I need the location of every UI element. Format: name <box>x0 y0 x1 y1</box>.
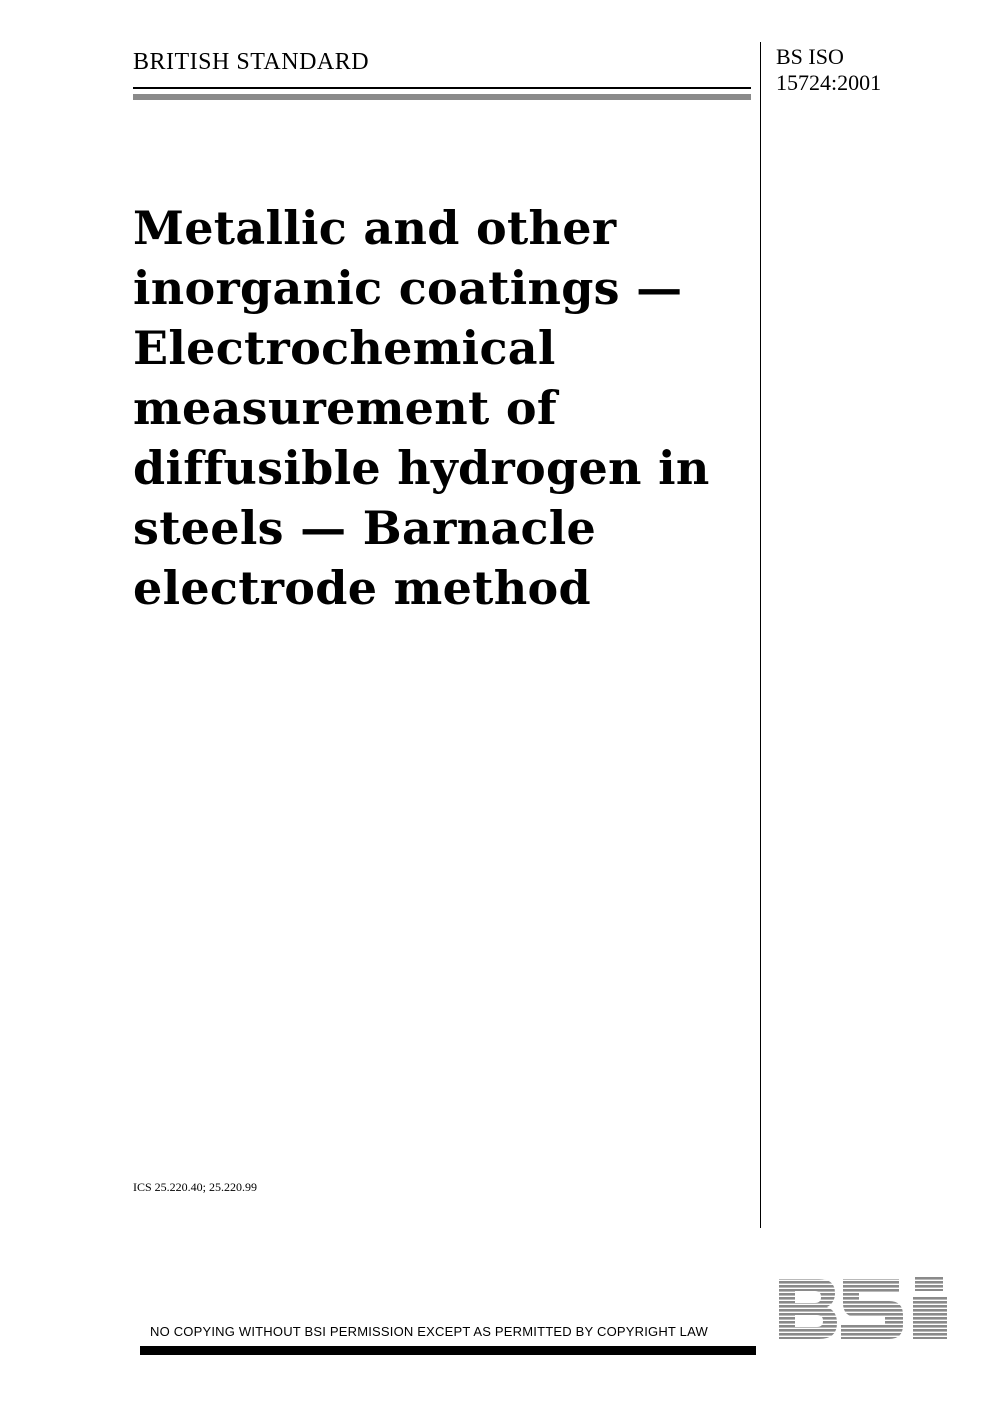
document-title <box>133 198 733 618</box>
ics-code: ICS 25.220.40; 25.220.99 <box>133 1180 258 1194</box>
standard-number-line1: BS ISO <box>776 44 844 69</box>
title-line: inorganic coatings — <box>133 261 683 315</box>
standard-number <box>776 44 881 96</box>
header-rule-thin <box>133 87 751 89</box>
document-type-label: BRITISH STANDARD <box>133 49 370 75</box>
title-line: Metallic and other <box>133 201 617 255</box>
vertical-divider <box>760 42 761 1228</box>
title-line: measurement of <box>133 381 557 435</box>
bsi-logo-icon <box>779 1277 955 1341</box>
footer-rule <box>140 1346 756 1355</box>
copyright-notice: NO COPYING WITHOUT BSI PERMISSION EXCEPT AS PERMITTED BY COPYRIGHT LAW <box>150 1324 708 1339</box>
title-line: Electrochemical <box>133 321 556 375</box>
bsi-logo-letters <box>779 1277 947 1339</box>
title-line: electrode method <box>133 561 591 615</box>
title-line: diffusible hydrogen in <box>133 441 710 495</box>
header-rule-gray <box>133 94 751 100</box>
title-line: steels — Barnacle <box>133 501 597 555</box>
standard-number-line2: 15724:2001 <box>776 70 882 95</box>
